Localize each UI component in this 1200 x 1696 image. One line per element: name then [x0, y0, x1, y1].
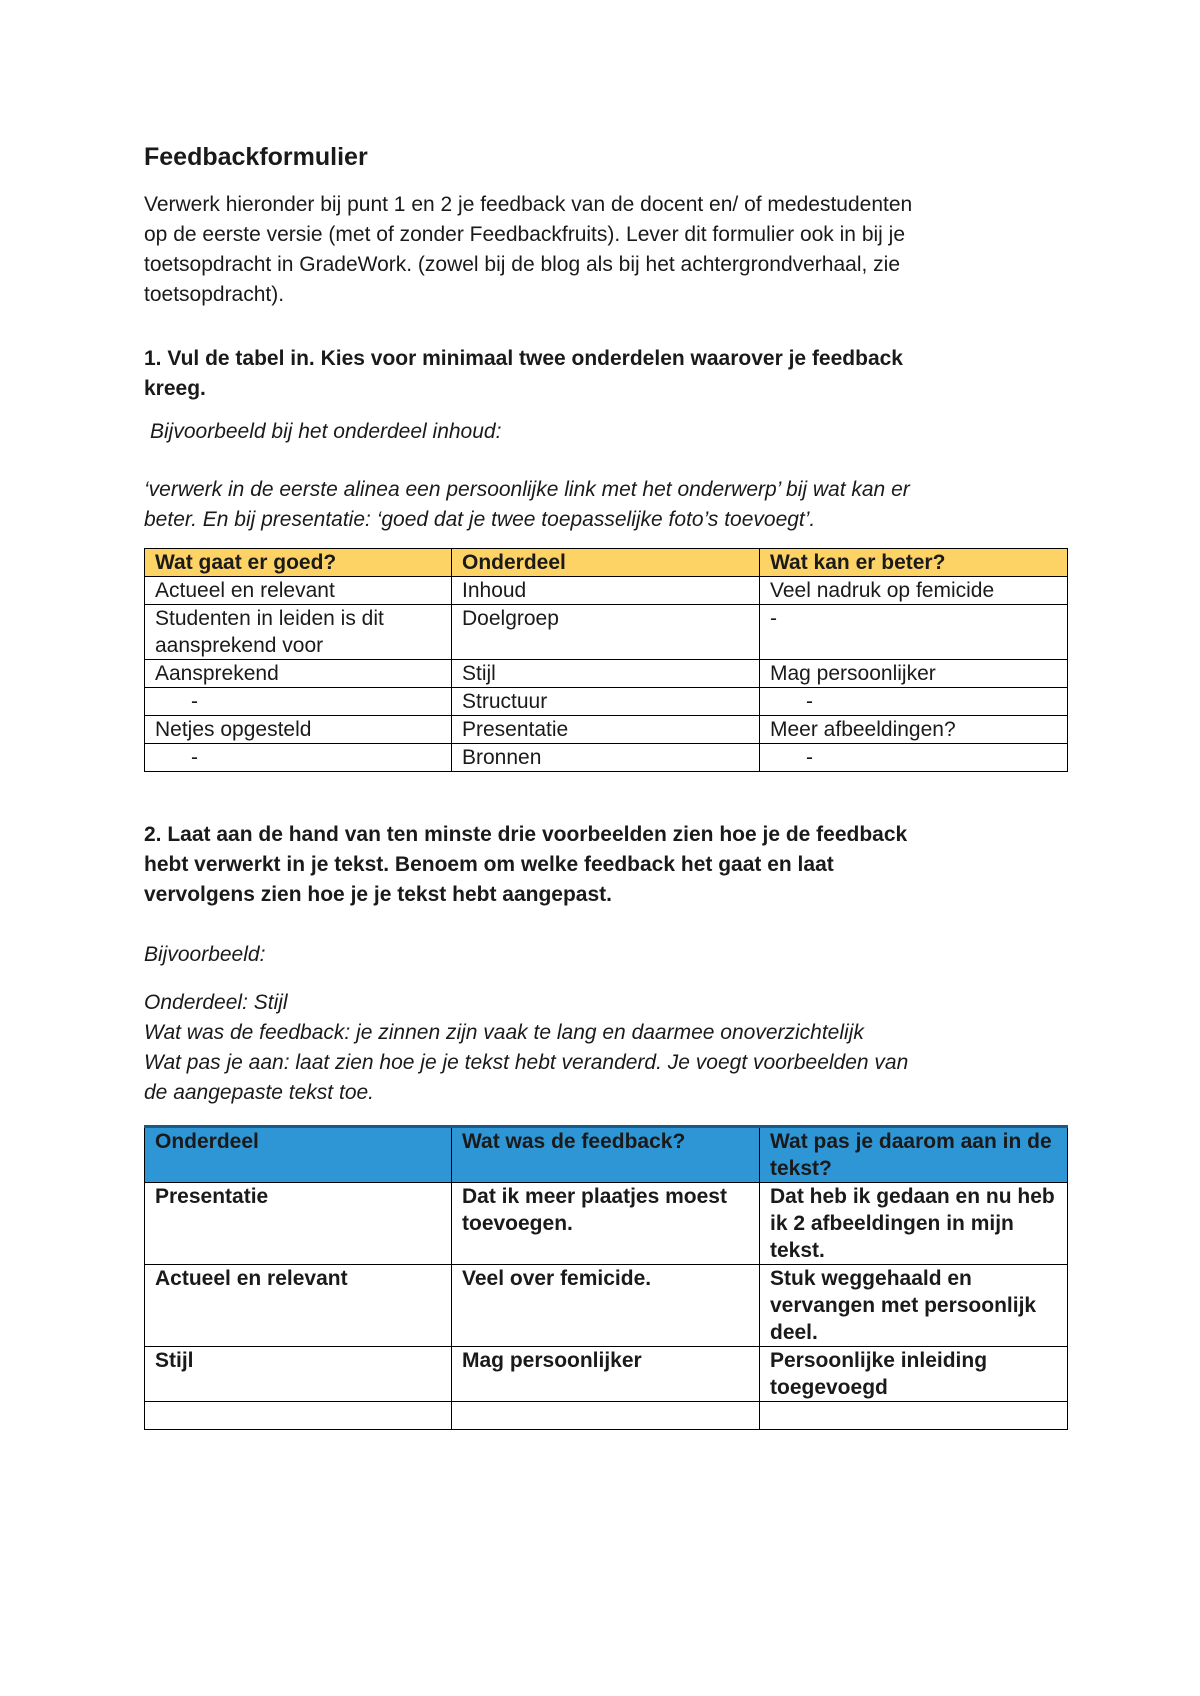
table-row — [145, 660, 1068, 688]
intro-line: op de eerste versie (met of zonder Feedbackfruits). Lever dit formulier ook in bij je — [144, 223, 906, 246]
table-cell: Stuk weggehaald en vervangen met persoonlijk deel. — [760, 1265, 1068, 1347]
intro-line: toetsopdracht). — [144, 283, 285, 306]
table-cell: Aansprekend — [145, 660, 452, 688]
question-line: hebt verwerkt in je tekst. Benoem om welke feedback het gaat en laat — [144, 853, 834, 876]
example-line: Onderdeel: Stijl — [144, 991, 288, 1014]
table-cell — [452, 1402, 760, 1430]
table-row — [145, 688, 1068, 716]
section2-question — [144, 820, 1069, 910]
header-cell: Wat kan er beter? — [760, 549, 1068, 577]
table-header-row — [145, 549, 1068, 577]
table-cell: Stijl — [145, 1347, 452, 1402]
table-cell: Mag persoonlijker — [760, 660, 1068, 688]
table-row — [145, 1183, 1068, 1265]
table-cell — [760, 1402, 1068, 1430]
table-cell: Meer afbeeldingen? — [760, 716, 1068, 744]
example-line: de aangepaste tekst toe. — [144, 1081, 375, 1104]
document-content — [144, 140, 1069, 1430]
table-cell: Persoonlijke inleiding toegevoegd — [760, 1347, 1068, 1402]
table-cell: Presentatie — [145, 1183, 452, 1265]
question-line: 2. Laat aan de hand van ten minste drie voorbeelden zien hoe je de feedback — [144, 823, 908, 846]
table-cell: Mag persoonlijker — [452, 1347, 760, 1402]
table-cell: Structuur — [452, 688, 760, 716]
table-cell: Studenten in leiden is dit aansprekend voor — [145, 605, 452, 660]
example-line: beter. En bij presentatie: ‘goed dat je twee toepasselijke foto’s toevoegt’. — [144, 508, 816, 531]
question-line: vervolgens zien hoe je je tekst hebt aangepast. — [144, 883, 612, 906]
table-cell: - — [760, 744, 1068, 772]
table-row — [145, 1402, 1068, 1430]
page-title: Feedbackformulier — [144, 143, 368, 171]
example-line: Wat was de feedback: je zinnen zijn vaak te lang en daarmee onoverzichtelijk — [144, 1021, 864, 1044]
question-line: 1. Vul de tabel in. Kies voor minimaal twee onderdelen waarover je feedback — [144, 347, 903, 370]
feedback-table — [144, 548, 1068, 772]
section1-example-lead: Bijvoorbeeld bij het onderdeel inhoud: — [150, 420, 502, 443]
table-cell: Bronnen — [452, 744, 760, 772]
table-cell: - — [145, 744, 452, 772]
table-cell: Dat heb ik gedaan en nu heb ik 2 afbeeldingen in mijn tekst. — [760, 1183, 1068, 1265]
header-cell: Wat gaat er goed? — [145, 549, 452, 577]
table-row — [145, 1347, 1068, 1402]
table-cell: - — [760, 688, 1068, 716]
adjustments-table — [144, 1125, 1068, 1430]
table-row — [145, 744, 1068, 772]
table-cell: Presentatie — [452, 716, 760, 744]
section2-example-lead: Bijvoorbeeld: — [144, 943, 266, 966]
intro-line: toetsopdracht in GradeWork. (zowel bij de blog als bij het achtergrondverhaal, zie — [144, 253, 901, 276]
header-cell: Onderdeel — [452, 549, 760, 577]
table-cell: Actueel en relevant — [145, 577, 452, 605]
table-row — [145, 577, 1068, 605]
table-cell: Inhoud — [452, 577, 760, 605]
table-cell: Netjes opgesteld — [145, 716, 452, 744]
table-row — [145, 1265, 1068, 1347]
table-row — [145, 716, 1068, 744]
header-cell: Wat pas je daarom aan in de tekst? — [760, 1127, 1068, 1183]
example-line: ‘verwerk in de eerste alinea een persoonlijke link met het onderwerp’ bij wat kan er — [144, 478, 910, 501]
section2-example-block — [144, 988, 1069, 1108]
example-line: Wat pas je aan: laat zien hoe je je tekst hebt veranderd. Je voegt voorbeelden van — [144, 1051, 909, 1074]
header-cell: Onderdeel — [145, 1127, 452, 1183]
intro-line: Verwerk hieronder bij punt 1 en 2 je feedback van de docent en/ of medestudenten — [144, 193, 913, 216]
table-cell: Doelgroep — [452, 605, 760, 660]
intro-paragraph — [144, 190, 1069, 310]
table-cell: - — [760, 605, 1068, 660]
header-cell: Wat was de feedback? — [452, 1127, 760, 1183]
table-cell: Actueel en relevant — [145, 1265, 452, 1347]
table-cell — [145, 1402, 452, 1430]
table-cell: - — [145, 688, 452, 716]
table-cell: Veel over femicide. — [452, 1265, 760, 1347]
table-row — [145, 605, 1068, 660]
table-cell: Dat ik meer plaatjes moest toevoegen. — [452, 1183, 760, 1265]
table-cell: Stijl — [452, 660, 760, 688]
table-cell: Veel nadruk op femicide — [760, 577, 1068, 605]
section1-example-quote — [144, 475, 1069, 535]
section1-question — [144, 344, 1069, 404]
table-header-row — [145, 1127, 1068, 1183]
question-line: kreeg. — [144, 377, 206, 400]
